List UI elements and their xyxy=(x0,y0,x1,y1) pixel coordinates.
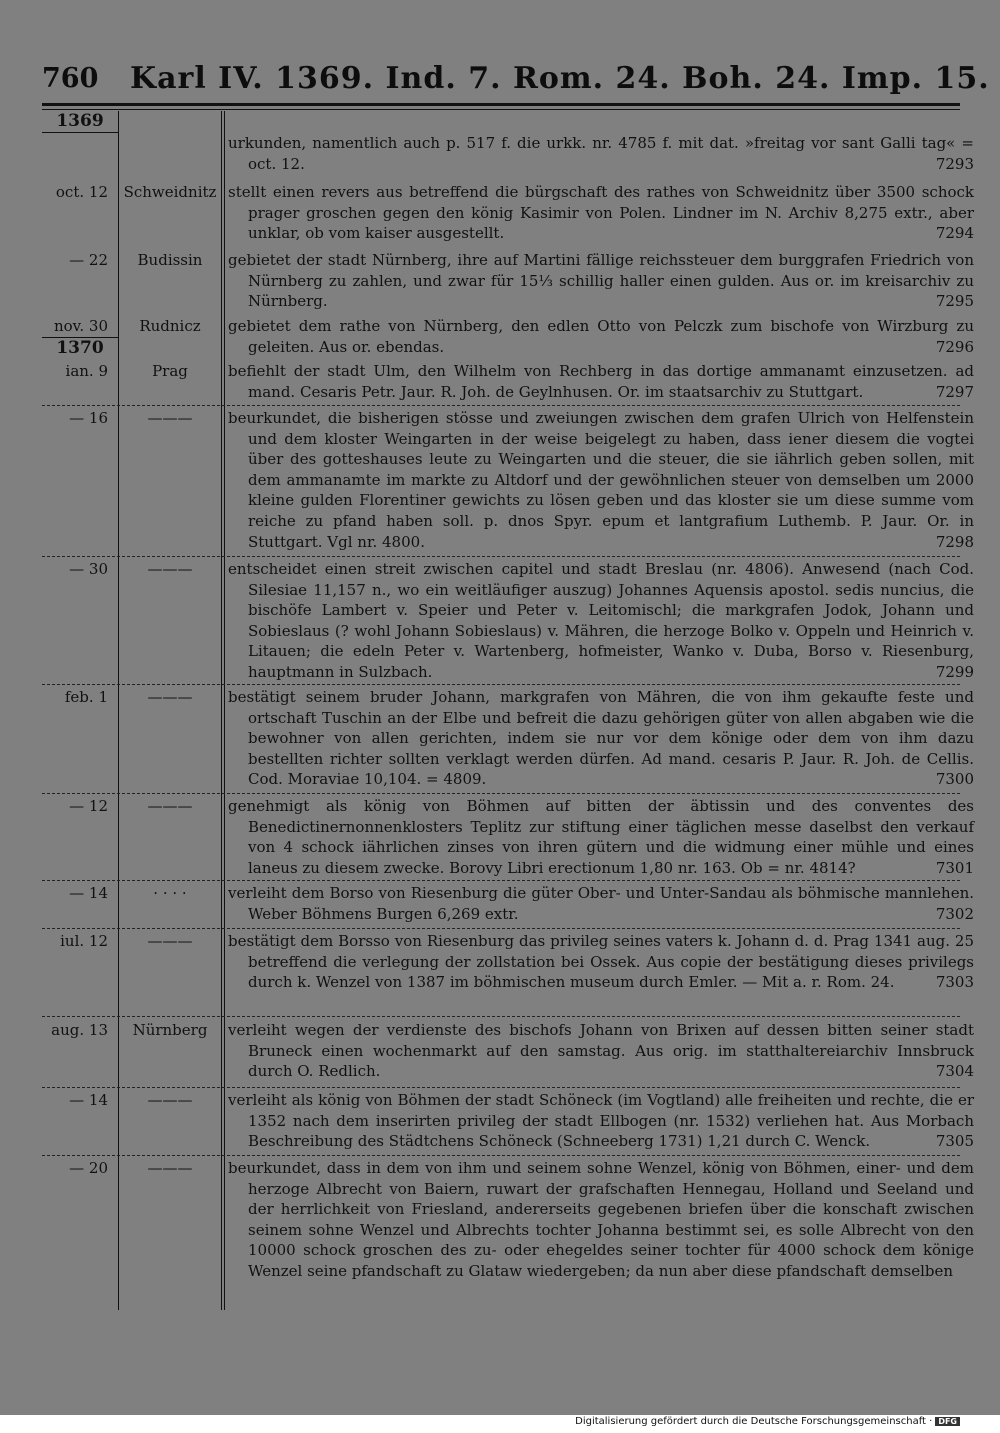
entry-text: beurkundet, dass in dem von ihm und seinem sohne Wenzel, könig von Böhmen, einer- und dem herzoge Albrecht von Baiern, ruwart der grafschaften Hennegau, Holland und Seeland und der herrlichkeit von Friesland, andererseits gegebenen briefen über die konschaft zwischen seinem sohne Wenzel und Albrechts tochter Johanna bestimmt sei, es solle Albrecht von den 10000 schock groschen des zu- oder ehegeldes seiner tochter für 4000 schock dem könige Wenzel seine pfandschaft zu Glataw wiedergeben; da nun aber diese pfandschaft demselben xyxy=(228,1159,974,1280)
credit-text: Digitalisierung gefördert durch die Deutsche Forschungsgemeinschaft · xyxy=(575,1416,933,1427)
entry-place: ——— xyxy=(147,560,193,578)
entry-text: beurkundet, die bisherigen stösse und zweiungen zwischen dem grafen Ulrich von Helfenstein und dem kloster Weingarten in der weise beigelegt zu haben, dass iener diesem die vogtei über des gotteshauses leute zu Weingarten und die steuer, die sie iährlich geben sollen, mit dem ammanamte im markte zu Altdorf und der gewöhnlichen steuer von demselben um 2000 kleine gulden Florentiner gewichts zu lösen geben und das kloster sie um diese summe vom reiche zu pfand haben soll. p. dnos Spyr. epum et lantgrafium Luthemb. P. Jaur. Or. in Stuttgart. Vgl nr. 4800. 7298 xyxy=(228,409,974,551)
entry-date: iul. 12 xyxy=(60,932,108,950)
entry-text: verleiht wegen der verdienste des bischofs Johann von Brixen auf dessen bitten seiner stadt Bruneck einen wochenmarkt auf den samstag. Aus orig. im statthaltereiarchiv Innsbruck durch O. Redlich. 7304 xyxy=(228,1021,974,1081)
year-label-1369: 1369 xyxy=(42,110,118,133)
entry-text: genehmigt als könig von Böhmen auf bitten der äbtissin und des conventes des Benedictinernonnenklosters Teplitz zur stiftung einer täglichen messe daselbst den verkauf von 4 schock iährlichen zinses von ihren gütern und die widmung einer mühle und eines laneus zu diesem zwecke. Borovy Libri erectionum 1,80 nr. 163. Ob = nr. 4814? 7301 xyxy=(228,797,974,877)
page-number: 760 xyxy=(42,63,99,94)
regest-number: 7300 xyxy=(935,770,974,789)
entry-separator xyxy=(42,928,960,929)
running-title: Karl IV. 1369. Ind. 7. Rom. 24. Boh. 24. Imp. 15. xyxy=(130,61,990,96)
entry-place: Nürnberg xyxy=(132,1021,208,1039)
entry-place: Prag xyxy=(152,362,188,380)
entry-text: bestätigt dem Borsso von Riesenburg das privileg seines vaters k. Johann d. d. Prag 1341 aug. 25 betreffend die verlegung der zollstation bei Ossek. Aus copie der bestätigung dieses privilegs durch k. Wenzel von 1387 im böhmischen museum durch Emler. — Mit a. r. Rom. 24. 7303 xyxy=(228,932,974,992)
entry-separator xyxy=(42,405,960,406)
entry-date: ian. 9 xyxy=(65,362,108,380)
regest-number: 7295 xyxy=(935,292,974,311)
regest-number: 7294 xyxy=(935,224,974,243)
entry-date: oct. 12 xyxy=(55,183,108,201)
entry-separator xyxy=(42,1087,960,1088)
entry-date: aug. 13 xyxy=(51,1021,108,1039)
regest-number: 7303 xyxy=(935,973,974,992)
entry-place: ——— xyxy=(147,797,193,815)
regest-number: 7305 xyxy=(935,1132,974,1151)
regest-number: 7297 xyxy=(935,382,974,401)
entry-separator xyxy=(42,1155,960,1156)
entry-date: — 14 xyxy=(69,884,108,902)
entry-separator xyxy=(42,1016,960,1017)
entry-separator xyxy=(42,793,960,794)
entry-place: ——— xyxy=(147,409,193,427)
regest-number: 7296 xyxy=(935,337,974,356)
entry-place: ——— xyxy=(147,688,193,706)
entry-date: — 22 xyxy=(69,251,108,269)
entry-text: urkunden, namentlich auch p. 517 f. die urkk. nr. 4785 f. mit dat. »freitag vor sant Galli tag« = oct. 12. 7293 xyxy=(228,134,974,173)
entry-text: befiehlt der stadt Ulm, den Wilhelm von Rechberg in das dortige ammanamt einzusetzen. ad mand. Cesaris Petr. Jaur. R. Joh. de Geylnhusen. Or. im staatsarchiv zu Stuttgart. 7297 xyxy=(228,362,974,401)
entry-text: gebietet dem rathe von Nürnberg, den edlen Otto von Pelczk zum bischofe von Wirzburg zu geleiten. Aus or. ebendas. 7296 xyxy=(228,317,974,356)
column-divider-place-double xyxy=(224,111,225,1310)
entry-separator xyxy=(42,556,960,557)
entry-text: stellt einen revers aus betreffend die bürgschaft des rathes von Schweidnitz über 3500 schock prager groschen gegen den könig Kasimir von Polen. Lindner im N. Archiv 8,275 extr., aber unklar, ob vom kaiser ausgestellt. 7294 xyxy=(228,183,974,243)
entry-text: verleiht als könig von Böhmen der stadt Schöneck (im Vogtland) alle freiheiten und rechte, die er 1352 nach dem inserirten privileg der stadt Ellbogen (nr. 1532) verliehen hat. Aus Morbach Beschreibung des Städtchens Schöneck (Schneeberg 1731) 1,21 durch C. Wenck. 7305 xyxy=(228,1091,974,1151)
entry-place: · · · · xyxy=(153,884,187,902)
header-rule xyxy=(42,103,960,106)
entry-text: bestätigt seinem bruder Johann, markgrafen von Mähren, die von ihm gekaufte feste und ortschaft Tuschin an der Elbe und befreit die dazu gehörigen güter von allen abgaben wie die bewohner von allen gerichten, indem sie nur vor dem könige oder dem von ihm dazu bestellten richter sollten verklagt werden dürfen. Ad mand. cesaris P. Jaur. R. Joh. de Cellis. Cod. Moraviae 10,104. = 4809. 7300 xyxy=(228,688,974,789)
entry-place: Schweidnitz xyxy=(123,183,217,201)
year-label-1370: 1370 xyxy=(42,337,118,358)
entry-date: — 14 xyxy=(69,1091,108,1109)
entry-text: entscheidet einen streit zwischen capitel und stadt Breslau (nr. 4806). Anwesend (nach Cod. Silesiae 11,157 n., wo ein weitläufiger auszug) Johannes Aquensis apostol. sedis nuncius, die bischöfe Lambert v. Speier und Peter v. Leitomischl; die markgrafen Jodok, Johann und Sobieslaus (? wohl Johann Sobieslaus) v. Mähren, die herzoge Bolko v. Oppeln und Heinrich v. Litauen; die edeln Peter v. Wartenberg, hofmeister, Wanko v. Duba, Borso v. Riesenburg, hauptmann in Sulzbach. 7299 xyxy=(228,560,974,681)
regest-number: 7298 xyxy=(935,532,974,551)
entry-text: gebietet der stadt Nürnberg, ihre auf Martini fällige reichssteuer dem burggrafen Friedrich von Nürnberg zu zahlen, und zwar für 15⅓ schillig haller einen gulden. Aus or. im kreisarchiv zu Nürnberg. 7295 xyxy=(228,251,974,311)
entry-date: — 12 xyxy=(69,797,108,815)
entry-date: nov. 30 xyxy=(53,317,108,335)
entry-date: feb. 1 xyxy=(64,688,108,706)
column-divider-place xyxy=(221,111,222,1310)
regest-number: 7301 xyxy=(935,858,974,877)
entry-place: Rudnicz xyxy=(139,317,201,335)
entry-date: — 16 xyxy=(69,409,108,427)
dfg-logo-icon: DFG xyxy=(935,1417,960,1426)
regest-number: 7302 xyxy=(935,904,974,923)
entry-place: ——— xyxy=(147,1091,193,1109)
entry-place: ——— xyxy=(147,1159,193,1177)
header-rule-thin xyxy=(42,109,960,110)
regest-number: 7304 xyxy=(935,1062,974,1081)
entry-place: ——— xyxy=(147,932,193,950)
entry-date: — 30 xyxy=(69,560,108,578)
column-divider-date xyxy=(118,111,119,1310)
entry-text: verleiht dem Borso von Riesenburg die güter Ober- und Unter-Sandau als böhmische mannlehen. Weber Böhmens Burgen 6,269 extr. 7302 xyxy=(228,884,974,923)
entry-separator xyxy=(42,880,960,881)
digitization-credit xyxy=(575,1416,960,1427)
entry-separator xyxy=(42,684,960,685)
regest-number: 7299 xyxy=(935,662,974,681)
regest-number: 7293 xyxy=(935,154,974,173)
entry-date: — 20 xyxy=(69,1159,108,1177)
entry-place: Budissin xyxy=(137,251,203,269)
